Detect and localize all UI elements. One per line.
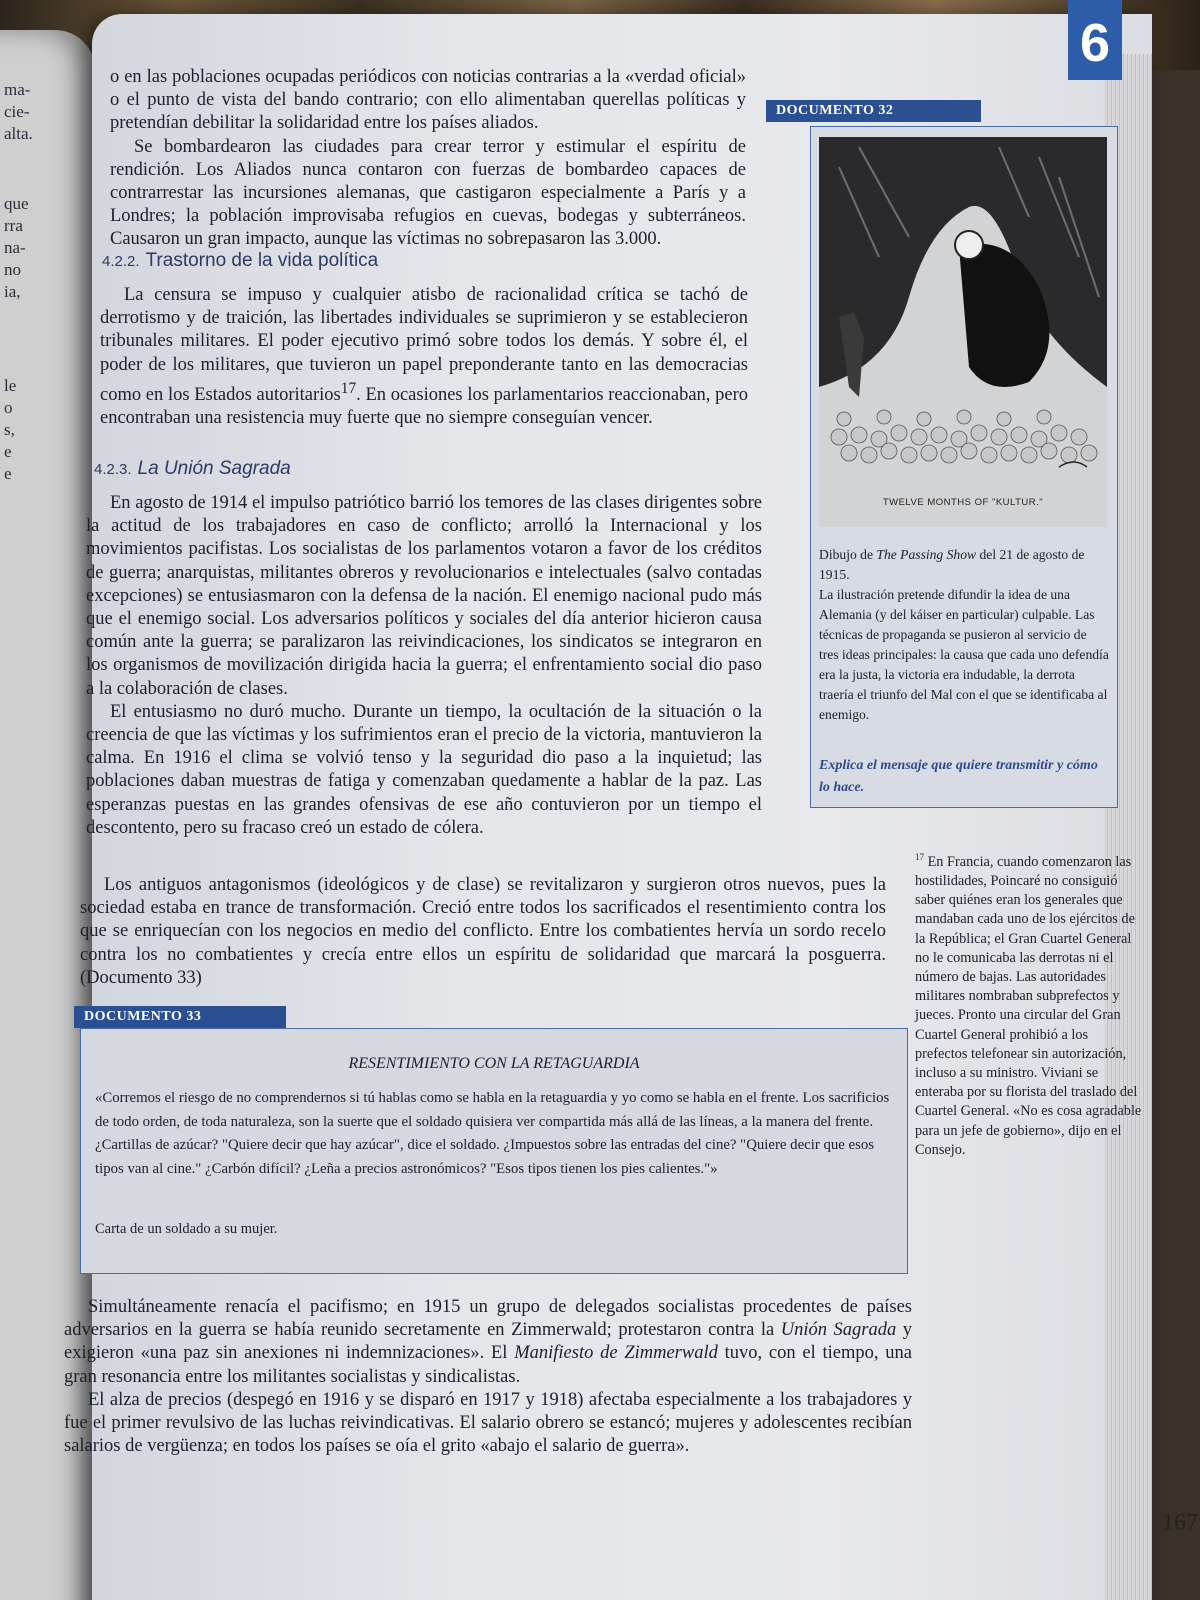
document-33-box	[80, 1028, 908, 1274]
document-32-box	[810, 126, 1118, 808]
paragraph: El entusiasmo no duró mucho. Durante un tiempo, la ocultación de la situación o la creencia de que las víctimas y los sufrimientos eran el precio de la victoria, mantuvieron la calma. En 1916 el clima se volvió tenso y la seguridad dio paso a la inquietud; las poblaciones daban muestras de fatiga y comenzaban quedamente a hablar de la paz. Las esperanzas puestas en las grandes ofensivas de ese año contuvieron por un tiempo el descontento, pero su fracaso creó un estado de cólera.	[86, 701, 762, 838]
caption-title: The Passing Show	[876, 547, 977, 562]
paragraph	[100, 284, 748, 430]
left-page-fragment: na-	[4, 238, 26, 257]
paragraph: o en las poblaciones ocupadas periódicos con noticias contrarias a la «verdad oficial» o el punto de vista del bando contrario; con ello alimentaban querellas políticas y pretendían debilitar la solidaridad entre los países aliados.	[110, 67, 746, 134]
document-33-source: Carta de un soldado a su mujer.	[95, 1221, 278, 1237]
caption-suffix: del 21 de agosto de 1915.	[819, 547, 1085, 582]
paragraph-text: y exigieron «una paz sin anexiones ni indemnizaciones». El	[64, 1320, 912, 1364]
footnote-ref[interactable]: 17	[340, 379, 357, 397]
paragraph	[64, 1296, 912, 1389]
document-33-quote: «Corremos el riesgo de no comprendernos si tú hablas como se habla en la retaguardia y yo como se habla en el frente. Los sacrificios de todo orden, de toda naturaleza, son la suerte que el soldado quisiera ver compartida más allá de las líneas, a la manera del frente. ¿Cartillas de azúcar? "Quiere decir que hay azúcar", dice el soldado. ¿Impuestos sobre las entradas del cine? "Quiere decir que esos tipos van al cine." ¿Carbón difícil? ¿Leña a precios astronómicos? "Esos tipos tienen los pies calientes."»	[95, 1090, 890, 1177]
section-422-text	[100, 284, 748, 430]
paragraph-text: La censura se impuso y cualquier atisbo de racionalidad crítica se tachó de derrotismo y de traición, las libertades individuales se suprimieron y se establecieron tribunales militares. El poder ejecutivo primó sobre todos los demás. Y sobre él, el poder de los militares, que tuvieron un papel preponderante tanto en las democracias como en los Estados autoritarios	[100, 285, 748, 405]
paragraph-text: . En ocasiones los parlamentarios reaccionaban, pero encontraban una resistencia muy fuerte que no siempre conseguían vencer.	[100, 384, 748, 429]
paragraph: Se bombardearon las ciudades para crear terror y estimular el espíritu de rendición. Los Aliados nunca contaron con fuerzas de bombardeo capaces de contrarrestar las incursiones alemanas, que castigaron especialmente a París y a Londres; la población improvisaba refugios en cuevas, bodegas y subterráneos. Causaron un gran impacto, aunque las víctimas no sobrepasaron las 3.000.	[110, 136, 746, 250]
document-32-question: Explica el mensaje que quiere transmitir y cómo lo hace.	[819, 758, 1098, 795]
caption-description: La ilustración pretende difundir la idea de una Alemania (y del káiser en particular) culpable. Las técnicas de propaganda se pusieron al servicio de tres ideas principales: la causa que cada uno defendía era la justa, la victoria era indudable, la derrota traería el triunfo del Mal con el que se identificaba al enemigo.	[819, 587, 1109, 722]
document-33-title: RESENTIMIENTO CON LA RETAGUARDIA	[348, 1055, 640, 1072]
section-title: La Unión Sagrada	[137, 458, 291, 479]
cartoon-skull-cave-illustration	[819, 137, 1107, 527]
left-page-fragment: le	[4, 376, 17, 395]
section-heading-423	[94, 458, 291, 480]
left-page-fragment: s,	[4, 420, 15, 439]
paragraph-text: tuvo, con el tiempo, una gran resonancia entre los militantes socialistas y sindicalistas.	[64, 1343, 912, 1387]
document-33-label: DOCUMENTO 33	[74, 1006, 286, 1028]
intro-text	[110, 66, 746, 252]
paragraph-text: Simultáneamente renacía el pacifismo; en 1915 un grupo de delegados socialistas procedentes de países adversarios en la guerra se había reunido secretamente en Zimmerwald; protestaron contra la	[64, 1297, 912, 1341]
section-423-text	[86, 492, 762, 840]
section-title: Trastorno de la vida política	[145, 250, 379, 271]
section-number: 4.2.2.	[102, 253, 140, 270]
left-page-fragment: alta.	[4, 124, 33, 143]
page-number: 167	[1162, 1510, 1198, 1536]
emphasis-manifiesto: Manifiesto de Zimmerwald	[514, 1343, 718, 1364]
section-heading-422	[102, 250, 378, 272]
left-page-fragment: e	[4, 442, 12, 461]
footnote-marker: 17	[915, 852, 924, 862]
left-page-fragment: ia,	[4, 282, 21, 301]
paragraph: Los antiguos antagonismos (ideológicos y de clase) se revitalizaron y surgieron otros nuevos, pues la sociedad estaba en trance de transformación. Creció entre todos los sacrificados el resentimiento contra los que se enriquecían con los negocios en medio del conflicto. Entre los combatientes hervía un sordo recelo contra los no combatientes y crecía entre ellos un espíritu de solidaridad que marcará la posguerra. (Documento 33)	[80, 875, 886, 988]
section-423-wide-text	[80, 874, 886, 990]
caption-prefix: Dibujo de	[819, 547, 877, 562]
left-page-fragment: no	[4, 260, 21, 279]
footnote-17	[915, 848, 1143, 1160]
footnote-text: En Francia, cuando comenzaron las hostilidades, Poincaré no consiguió saber quiénes eran los generales que mandaban cada uno de los ejércitos de la República; el Gran Cuartel General no le comunicaba las derrotas ni el número de bajas. Las autoridades militares nombraban subprefectos y jueces. Pronto una circular del Gran Cuartel General prohibió a los prefectos telefonear sin autorización, incluso a su ministro. Viviani se enteraba por su florista del traslado del Cuartel General. «No es cosa agradable para un jefe de gobierno», dijo en el Consejo.	[915, 853, 1142, 1158]
left-page-fragment: e	[4, 464, 12, 483]
bottom-text	[64, 1296, 912, 1458]
paragraph: En agosto de 1914 el impulso patriótico barrió los temores de las clases dirigentes sobre la actitud de los trabajadores en caso de conflicto; arrolló la Internacional y los movimientos pacifistas. Los socialistas de los parlamentos votaron a favor de los créditos de guerra; anarquistas, militantes obreros y revolucionarios e intelectuales (salvo contadas excepciones) se entusiasmaron con la defensa de la nación. El enemigo nacional pudo más que el enemigo social. Los adversarios políticos y sociales del día anterior hicieron causa común ante la guerra; se paralizaron las reivindicaciones, los sindicatos se integraron en los organismos de movilización dirigida hacia la guerra; el enfrentamiento social dio paso a la colaboración de clases.	[86, 493, 762, 699]
emphasis-union-sagrada: Unión Sagrada	[780, 1320, 897, 1341]
left-page-fragment: o	[4, 398, 13, 417]
paragraph: El alza de precios (despegó en 1916 y se disparó en 1917 y 1918) afectaba especialmente a los trabajadores y fue el primer revulsivo de las luchas reivindicativas. El salario obrero se estancó; mujeres y adolescentes recibían salarios de vergüenza; en todos los países se oía el grito «abajo el salario de guerra».	[64, 1389, 912, 1457]
left-page-fragment: ma-	[4, 80, 31, 99]
left-page-fragment: rra	[4, 216, 23, 235]
cartoon-drawing	[819, 137, 1107, 527]
chapter-number-tab: 6	[1068, 0, 1122, 80]
left-page-fragment: cie-	[4, 102, 30, 121]
document-32-caption	[819, 545, 1109, 725]
cartoon-caption: TWELVE MONTHS OF "KULTUR."	[882, 497, 1044, 508]
document-32-label: DOCUMENTO 32	[766, 100, 981, 122]
left-page-fragment: que	[4, 194, 29, 213]
section-number: 4.2.3.	[94, 461, 132, 478]
